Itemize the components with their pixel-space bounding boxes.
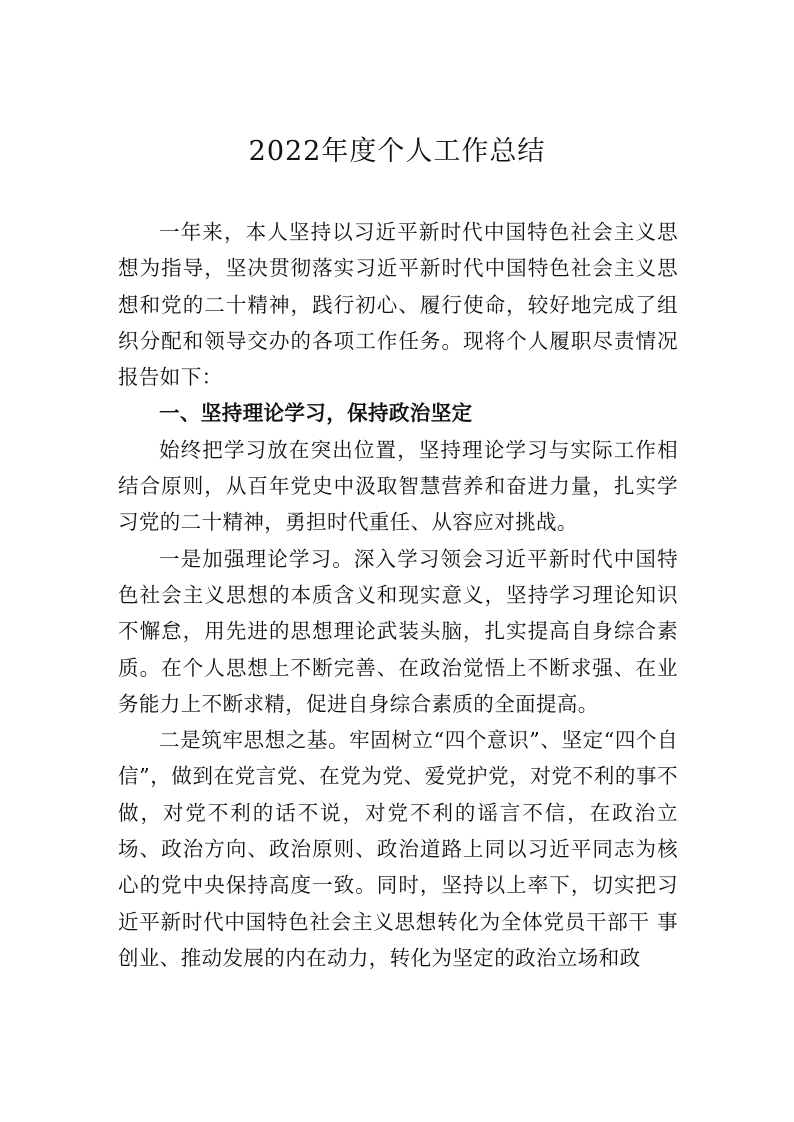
- intro-paragraph: 一年来，本人坚持以习近平新时代中国特色社会主义思想为指导，坚决贯彻落实习近平新时代中国特色社会主义思想和党的二十精神，践行初心、履行使命，较好地完成了组织分配和领导交办的各项工作任务。现将个人履职尽责情况报告如下：: [118, 220, 678, 390]
- section-heading: 一、坚持理论学习，保持政治坚定: [159, 401, 473, 426]
- section-paragraph: 始终把学习放在突出位置，坚持理论学习与实际工作相结合原则，从百年党史中汲取智慧营养和奋进力量，扎实学习党的二十精神，勇担时代重任、从容应对挑战。: [118, 437, 678, 535]
- section-paragraph: 一是加强理论学习。深入学习领会习近平新时代中国特色社会主义思想的本质含义和现实意义，坚持学习理论知识不懈怠，用先进的思想理论武装头脑，扎实提高自身综合素质。在个人思想上不断完善、在政治觉悟上不断求强、在业务能力上不断求精，促进自身综合素质的全面提高。: [118, 546, 678, 716]
- section-paragraph: 二是筑牢思想之基。牢固树立“四个意识”、坚定“四个自信”，做到在党言党、在党为党、爱党护党，对党不利的事不做，对党不利的话不说，对党不利的谣言不信，在政治立场、政治方向、政治原则、政治道路上同以习近平同志为核心的党中央保持高度一致。同时，坚持以上率下，切实把习近平新时代中国特色社会主义思想转化为全体党员干部干 事创业、推动发展的内在动力，转化为坚定的政治立场和政: [118, 728, 678, 970]
- document-body: [118, 214, 678, 976]
- document-title: 2022年度个人工作总结: [248, 136, 546, 167]
